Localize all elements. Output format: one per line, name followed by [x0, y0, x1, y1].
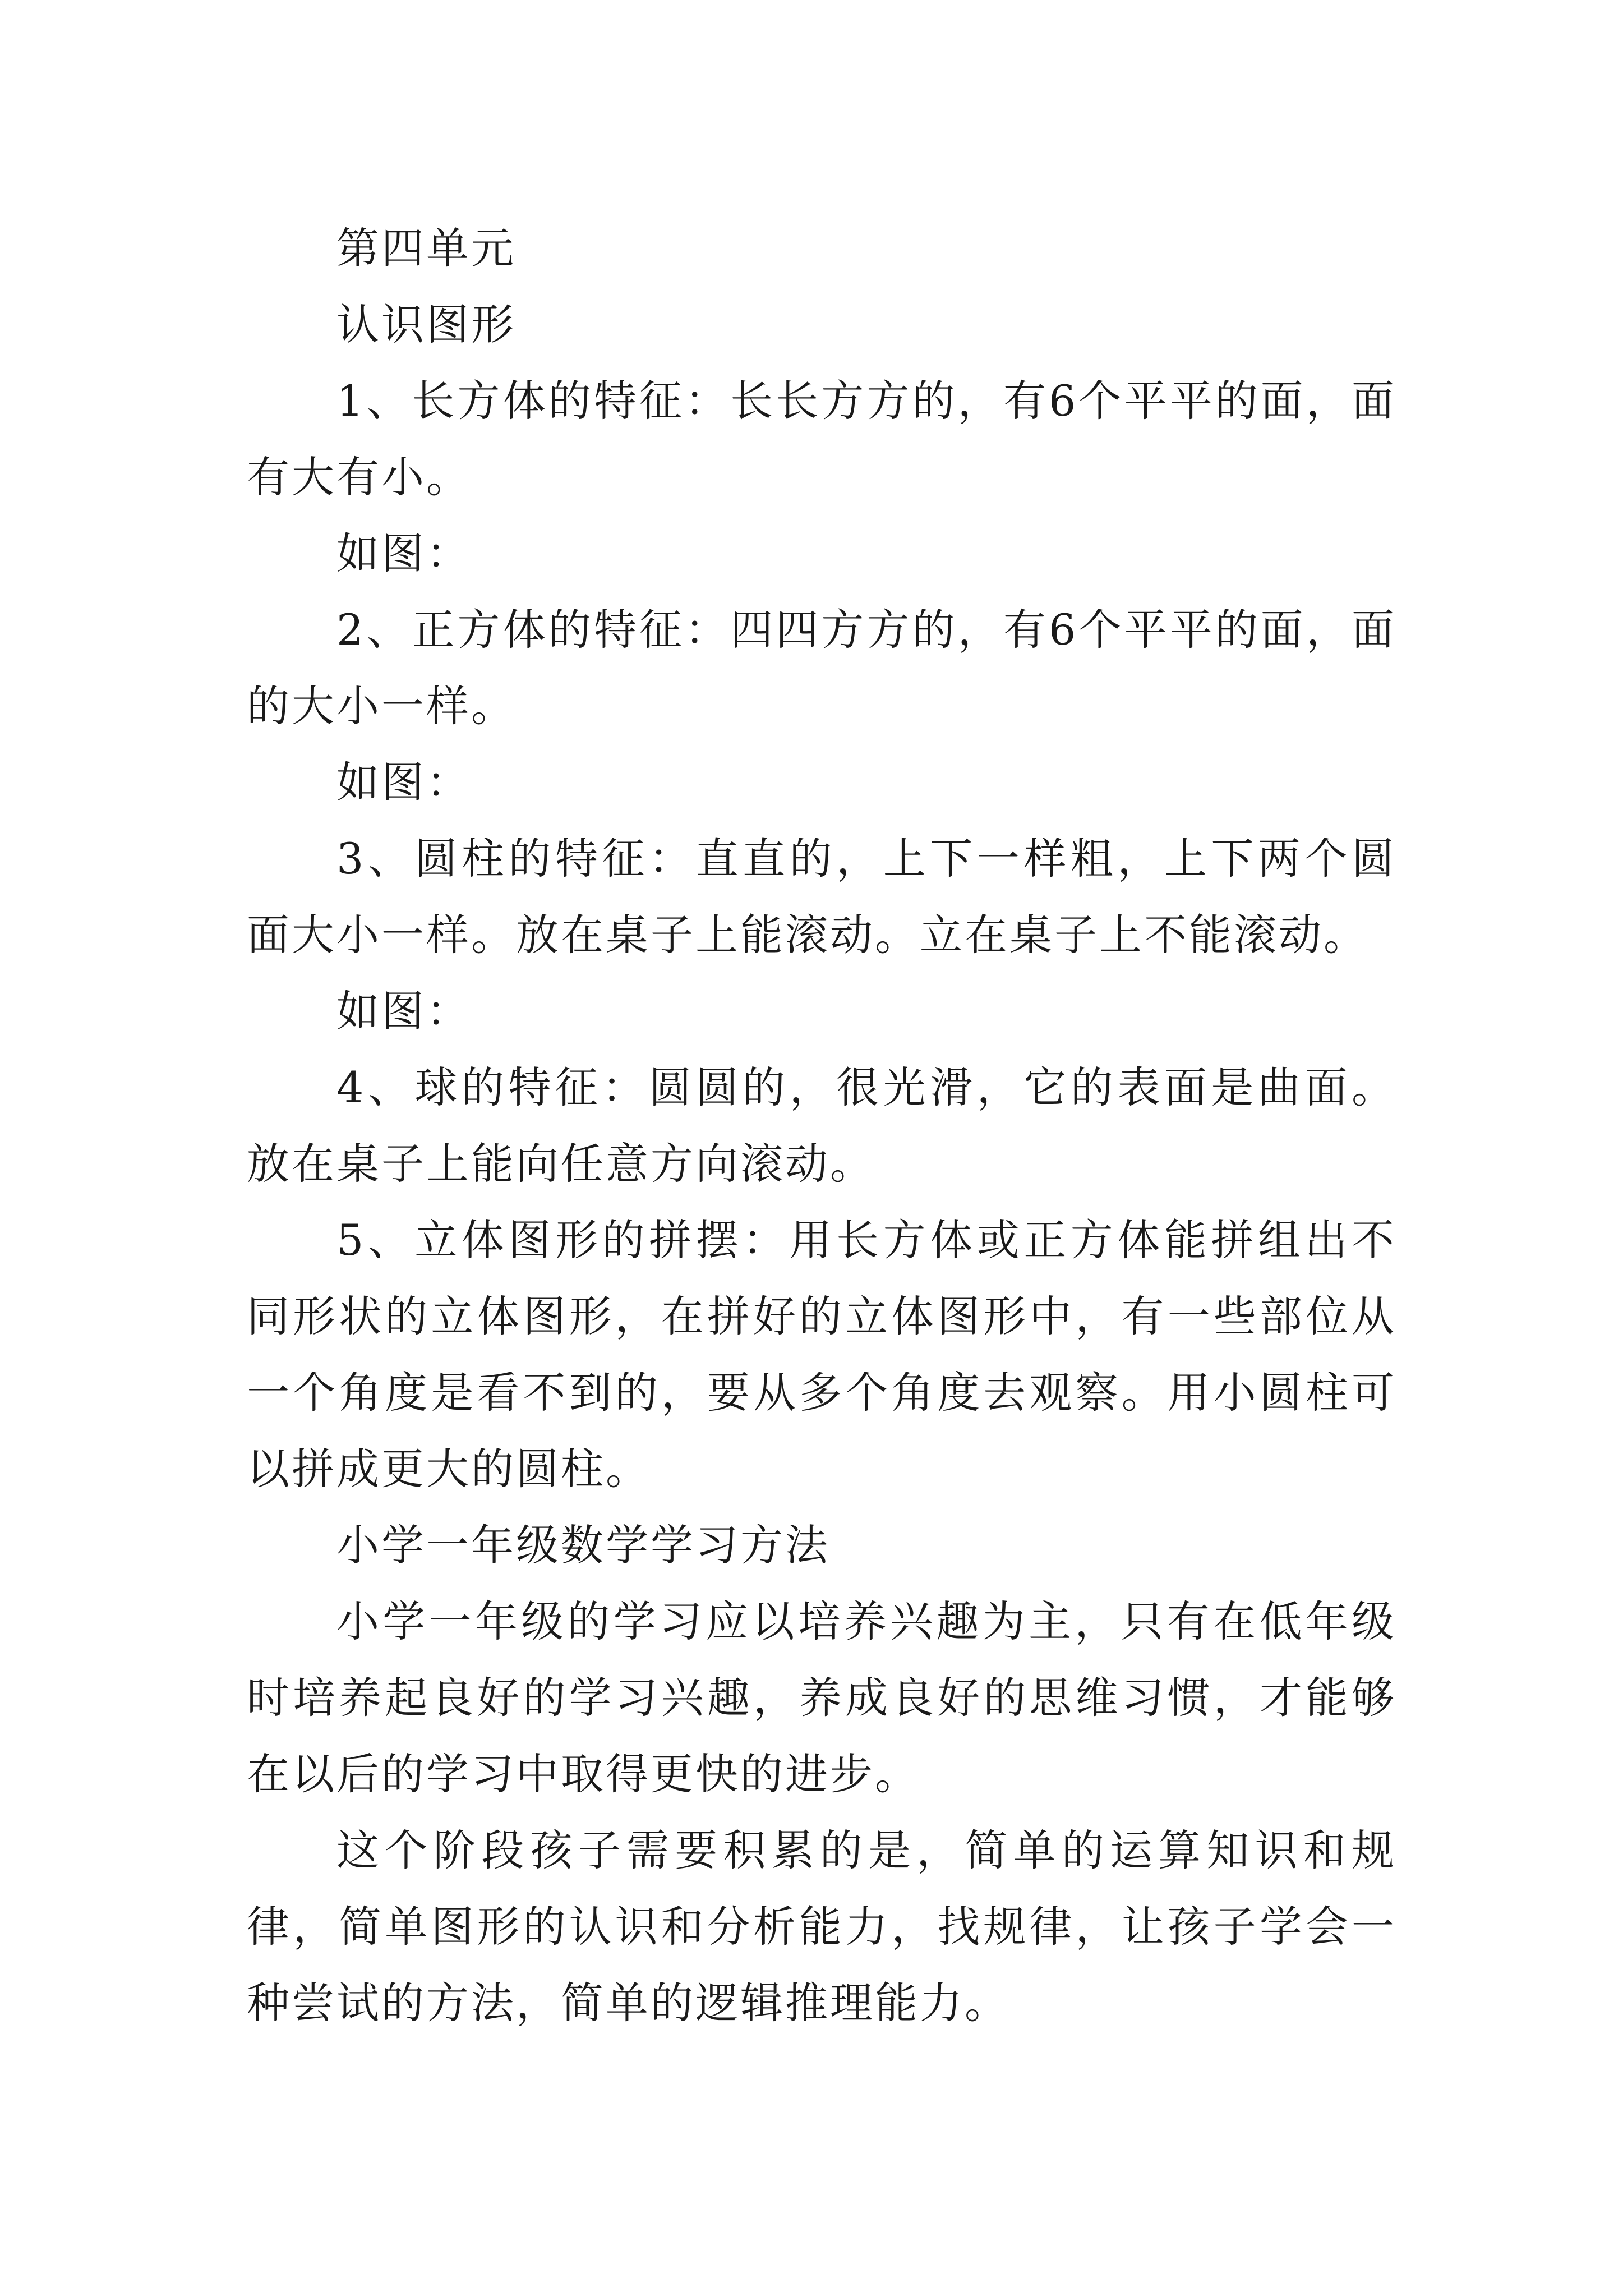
unit-title: 第四单元	[336, 223, 516, 273]
feature-sphere: 4、球的特征：圆圆的，很光滑，它的表面是曲面。放在桌子上能向任意方向滚动。	[247, 1062, 1396, 1189]
figure-note-cube: 如图：	[336, 757, 471, 807]
feature-cylinder: 3、圆柱的特征：直直的，上下一样粗，上下两个圆面大小一样。放在桌子上能滚动。立在桌子上不能滚动。	[247, 834, 1396, 960]
figure-note-cylinder: 如图：	[336, 986, 471, 1036]
methods-paragraph: 这个阶段孩子需要积累的是，简单的运算知识和规律，简单图形的认识和分析能力，找规律，让孩子学会一种尝试的方法，简单的逻辑推理能力。	[247, 1825, 1396, 2028]
methods-paragraph: 小学一年级的学习应以培养兴趣为主，只有在低年级时培养起良好的学习兴趣，养成良好的思维习惯，才能够在以后的学习中取得更快的进步。	[247, 1596, 1396, 1799]
feature-assembly: 5、立体图形的拼摆：用长方体或正方体能拼组出不同形状的立体图形，在拼好的立体图形中，有一些部位从一个角度是看不到的，要从多个角度去观察。用小圆柱可以拼成更大的圆柱。	[247, 1215, 1396, 1494]
figure-note-cuboid: 如图：	[336, 528, 471, 578]
section-title: 认识图形	[336, 300, 516, 349]
document-body	[247, 210, 1396, 2041]
feature-cube: 2、正方体的特征：四四方方的，有6个平平的面，面的大小一样。	[247, 605, 1396, 731]
methods-title: 小学一年级数学学习方法	[336, 1520, 830, 1570]
feature-cuboid: 1、长方体的特征：长长方方的，有6个平平的面，面有大有小。	[247, 376, 1396, 502]
